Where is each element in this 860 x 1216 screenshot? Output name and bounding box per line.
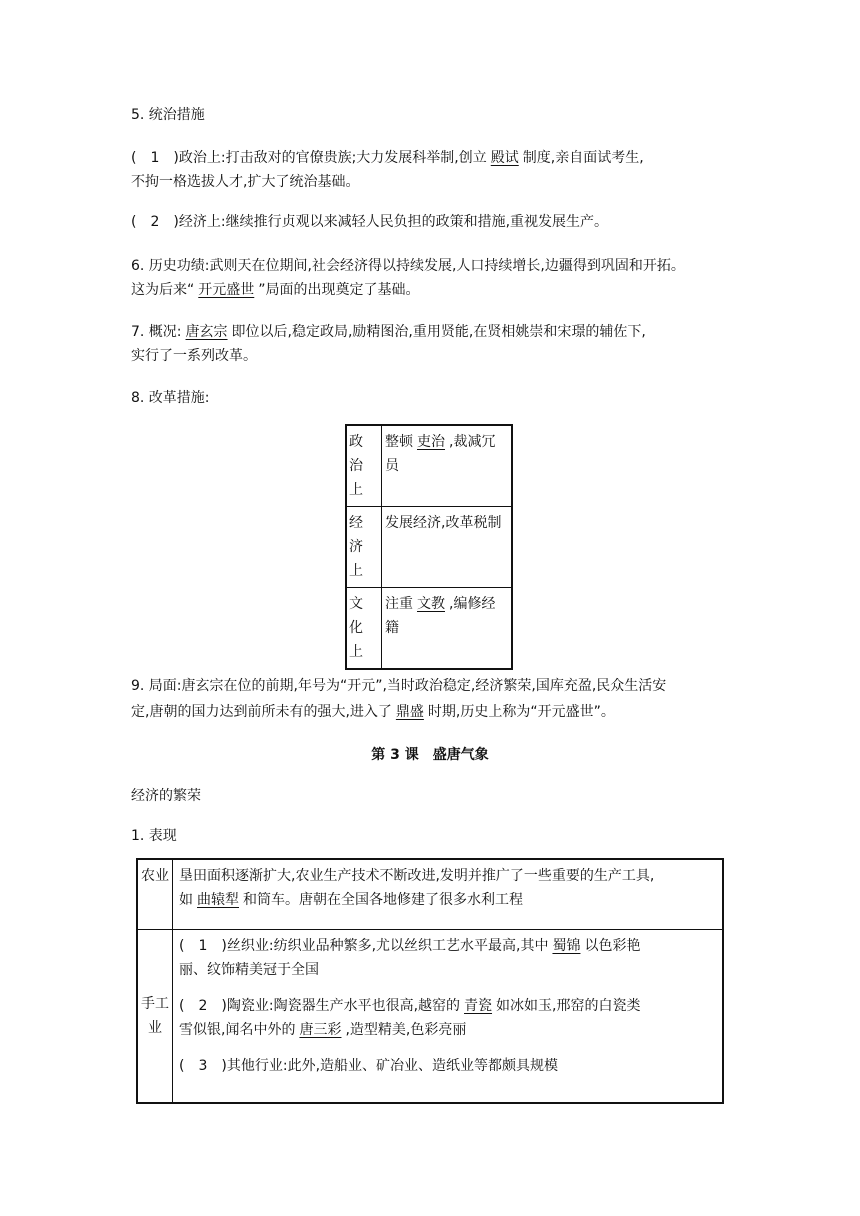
row-content: [173, 929, 724, 1103]
fill-blank-answer: 蜀锦: [552, 937, 581, 954]
section-6-line-2: [131, 280, 420, 300]
section-9-line-2: [131, 702, 615, 722]
text: )经济上:继续推行贞观以来减轻人民负担的政策和措施,重视发展生产。: [173, 214, 609, 230]
section-7-line-1: [131, 322, 646, 342]
text: 整顿: [385, 434, 413, 450]
agri-line-2: [179, 888, 716, 912]
fill-blank-answer: 唐玄宗: [185, 324, 228, 340]
section-5-title: 5. 统治措施: [131, 107, 205, 123]
table-row: [346, 425, 512, 507]
fill-blank-answer: 文教: [417, 596, 445, 612]
row-content: 发展经济,改革税制: [382, 507, 513, 588]
item-number: 2: [198, 997, 208, 1014]
text: )陶瓷业:陶瓷器生产水平也很高,越窑的: [221, 997, 461, 1014]
table-row: [346, 588, 512, 670]
text: 丽、纹饰精美冠于全国: [179, 961, 319, 978]
craft-item-1: ( 1 )丝织业:纺织业品种繁多,尤以丝织工艺水平最高,其中 蜀锦 以色彩艳 丽、纹饰精美冠于全国: [179, 934, 716, 982]
section-8-title: 8. 改革措施:: [131, 390, 210, 406]
text: 制度,亲自面试考生,: [522, 150, 644, 166]
fill-blank-answer: 青瓷: [464, 997, 493, 1014]
text: )政治上:打击敌对的官僚贵族;大力发展科举制,创立: [173, 150, 487, 166]
table-row: [137, 859, 723, 929]
economy-subheading: 1. 表现: [131, 828, 177, 844]
text: 7. 概况:: [131, 324, 182, 340]
text: ,编修经籍: [385, 596, 496, 636]
text: 如冰如玉,邢窑的白瓷类: [496, 997, 641, 1014]
text: 以色彩艳: [584, 937, 641, 954]
fill-blank-answer: 鼎盛: [395, 704, 424, 720]
economy-table: [136, 858, 724, 1104]
craft-item-3: ( 3 )其他行业:此外,造船业、矿冶业、造纸业等都颇具规模: [179, 1057, 559, 1074]
fill-blank-answer: 开元盛世: [198, 282, 255, 298]
text: ,裁减冗员: [385, 434, 496, 474]
row-header: 手工业: [137, 929, 173, 1103]
text: ”局面的出现奠定了基础。: [258, 282, 420, 298]
table-row: [346, 507, 512, 588]
row-header: 农业: [137, 859, 173, 929]
section-9-line-1: 9. 局面:唐玄宗在位的前期,年号为“开元”,当时政治稳定,经济繁荣,国库充盈,民众生活安: [131, 678, 667, 694]
row-header: 政治上: [346, 425, 382, 507]
section-7-line-2: 实行了一系列改革。: [131, 348, 257, 364]
lesson-title: 第 3 课 盛唐气象: [371, 747, 489, 763]
text: 雪似银,闻名中外的: [179, 1021, 296, 1038]
section-5-item-2: ( 2 )经济上:继续推行贞观以来减轻人民负担的政策和措施,重视发展生产。: [131, 214, 609, 230]
text: 定,唐朝的国力达到前所未有的强大,进入了: [131, 704, 392, 720]
row-content: [382, 588, 513, 670]
text: ,造型精美,色彩亮丽: [345, 1021, 467, 1038]
text: 如: [179, 892, 193, 908]
item-number: 1: [150, 150, 160, 166]
item-number: 2: [150, 214, 160, 230]
agri-line-1: 垦田面积逐渐扩大,农业生产技术不断改进,发明并推广了一些重要的生产工具,: [179, 868, 655, 884]
text: 即位以后,稳定政局,励精图治,重用贤能,在贤相姚崇和宋璟的辅佐下,: [231, 324, 646, 340]
section-6-line-1: 6. 历史功绩:武则天在位期间,社会经济得以持续发展,人口持续增长,边疆得到巩固和开拓。: [131, 258, 685, 274]
row-header: 文化上: [346, 588, 382, 670]
economy-heading: 经济的繁荣: [131, 788, 201, 804]
section-5-item-1-line-1: ( 1 )政治上:打击敌对的官僚贵族;大力发展科举制,创立 殿试 制度,亲自面试考生,: [131, 150, 644, 166]
item-number: 1: [198, 937, 208, 954]
table-row: [137, 929, 723, 1103]
text: 和筒车。唐朝在全国各地修建了很多水利工程: [243, 892, 523, 908]
text: 时期,历史上称为“开元盛世”。: [427, 704, 615, 720]
craft-item-2: ( 2 )陶瓷业:陶瓷器生产水平也很高,越窑的 青瓷 如冰如玉,邢窑的白瓷类 雪似银,闻名中外的 唐三彩 ,造型精美,色彩亮丽: [179, 997, 641, 1038]
section-5-item-1-line-2: 不拘一格选拔人才,扩大了统治基础。: [131, 174, 360, 190]
text: 注重: [385, 596, 413, 612]
fill-blank-answer: 吏治: [417, 434, 445, 450]
row-content: [173, 859, 724, 929]
row-content: [382, 425, 513, 507]
text: )其他行业:此外,造船业、矿冶业、造纸业等都颇具规模: [221, 1057, 559, 1074]
fill-blank-answer: 唐三彩: [299, 1021, 342, 1038]
text: 这为后来“: [131, 282, 195, 298]
item-number: 3: [198, 1057, 208, 1074]
text: )丝织业:纺织业品种繁多,尤以丝织工艺水平最高,其中: [221, 937, 549, 954]
fill-blank-answer: 殿试: [490, 150, 519, 166]
fill-blank-answer: 曲辕犁: [197, 892, 239, 908]
reform-measures-table: [345, 424, 513, 670]
row-header: 经济上: [346, 507, 382, 588]
